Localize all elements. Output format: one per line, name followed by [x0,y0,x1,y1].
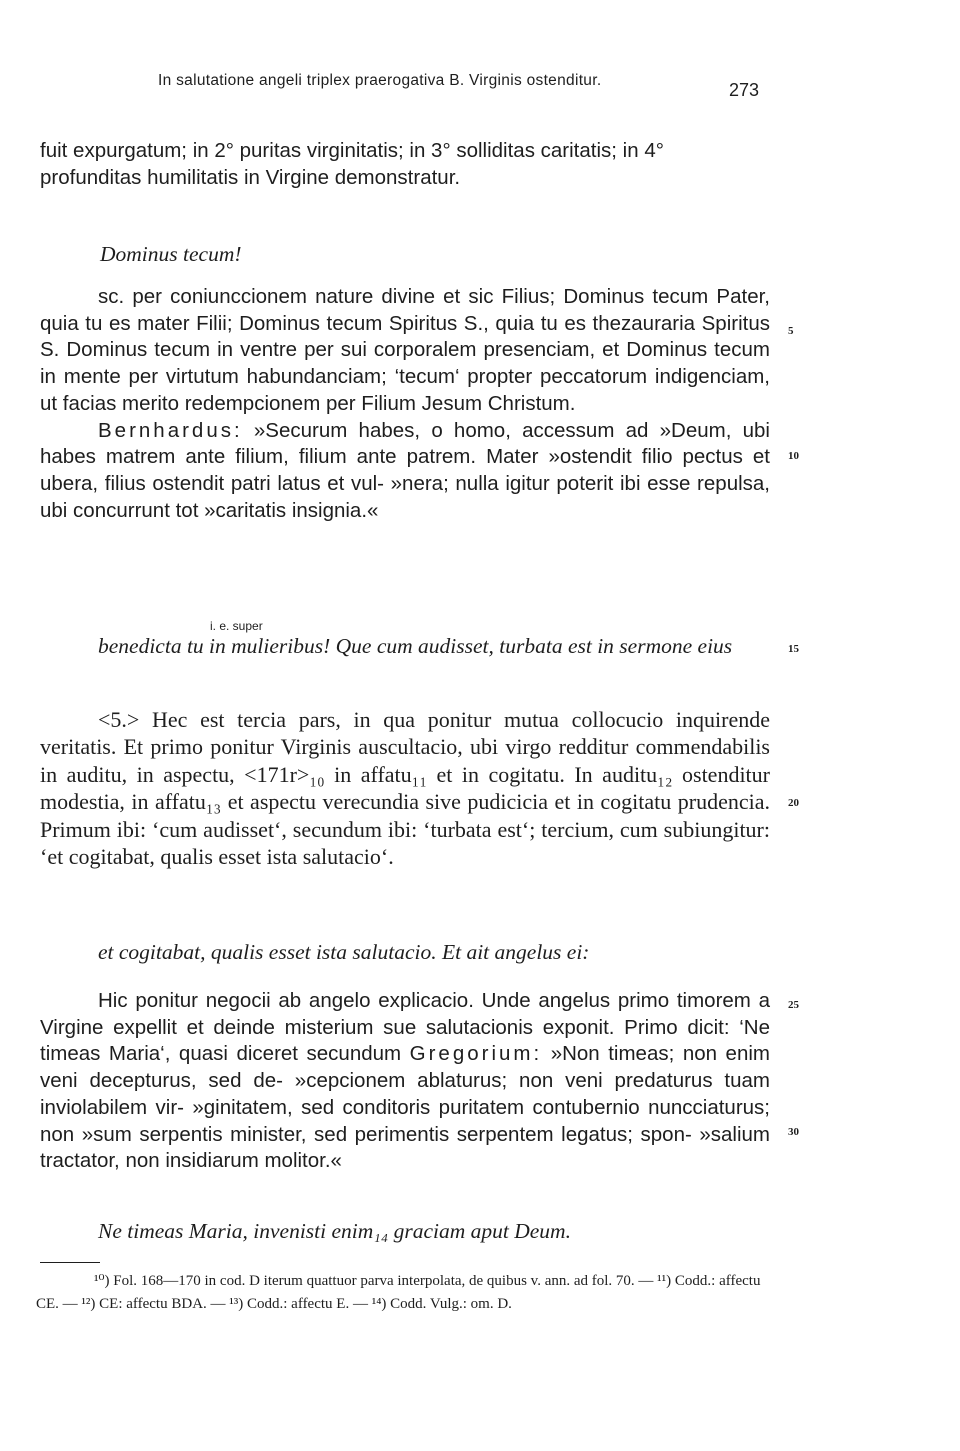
line-number-5: 5 [788,325,794,337]
author-gregorius: Gregorium: [409,1042,543,1066]
footnotes [36,1270,776,1316]
paragraph-3 [40,418,770,525]
line-number-20: 20 [788,797,799,809]
paragraph-1 [40,138,770,191]
interlinear-gloss: i. e. super [210,619,263,633]
line-number-10: 10 [788,450,799,462]
lemma-benedicta [40,632,770,660]
paragraph-2-text: sc. per coniunccionem nature divine et sic Filius; Dominus tecum Pater, quia tu es mater Filii; Dominus tecum Spiritus S., quia tu es thezauraria Spiritus S. Dominus tecum in ventre per sui corporalem presenciam, et Dominus tecum in mente per virtutum habundanciam; ‘tecum‘ propter peccatorum indigenciam, ut facias merito redempcionem per Filium Jesum Christum. [40,285,770,415]
paragraph-5-text [40,988,770,1175]
author-bernhardus: Bernhardus: [98,418,243,442]
paragraph-5 [40,988,770,1175]
paragraph-4 [40,706,770,870]
lemma-4-text: Ne timeas Maria, invenisti enim₁₄ graciam aput Deum. [98,1219,571,1243]
lemma-cogitabat [40,938,770,966]
lemma-dominus-tecum [100,240,700,268]
lemma-1-text: Dominus tecum! [100,242,242,266]
running-title: In salutatione angeli triplex praerogativa B. Virginis ostenditur. [158,72,602,89]
paragraph-2 [40,284,770,524]
bernhardus-quote: »Securum habes, o homo, accessum ad »Deum, ubi habes matrem ante filium, filium ante patrem. Mater »ostendit filio pectus et ubera, filius ostendit patri latus et vul- »nera; nulla igitur poterit ibi esse repulsa, ubi concurrunt tot »caritatis insignia.« [40,418,770,522]
line-number-30: 30 [788,1126,799,1138]
paragraph-5-intro: Hic ponitur negocii ab angelo explicacio. Unde angelus primo timorem a Virgine expellit et deinde misterium sue salutacionis exponit. Primo dicit: ‘Ne timeas Maria‘, quasi diceret secundum [40,989,770,1066]
lemma-2-text: benedicta tu in mulieribus! Que cum audisset, turbata est in sermone eius [98,634,733,658]
line-number-25: 25 [788,999,799,1011]
page-number: 273 [729,80,760,100]
line-number-15: 15 [788,643,799,655]
paragraph-1-text: fuit expurgatum; in 2° puritas virginitatis; in 3° solliditas caritatis; in 4° profunditas humilitatis in Virgine demonstratur. [40,139,664,189]
footnotes-text: ¹⁰) Fol. 168—170 in cod. D iterum quattuor parva interpolata, de quibus v. ann. ad fol. 70. — ¹¹) Codd.: affectu CE. — ¹²) CE: affectu BDA. — ¹³) Codd.: affectu E. — ¹⁴) Codd. Vulg.: om. D. [36,1273,761,1312]
footnote-rule [40,1262,100,1263]
lemma-3-text: et cogitabat, qualis esset ista salutacio. Et ait angelus ei: [98,940,590,964]
lemma-ne-timeas [40,1217,770,1245]
paragraph-4-text: <5.> Hec est tercia pars, in qua ponitur mutua collocucio inquirende veritatis. Et primo ponitur Virginis auscultacio, ubi virgo redditur commendabilis in auditu, in aspectu, <171r>₁₀ in affatu₁₁ et in cogitatu. In auditu₁₂ ostenditur modestia, in affatu₁₃ et aspectu verecundia sive pudicicia et in cogitatu prudencia. Primum ibi: ‘cum audisset‘, secundum ibi: ‘turbata est‘; tercium, cum subiungitur: ‘et cogitabat, qualis esset ista salutacio‘. [40,707,770,870]
gregorius-quote: »Non timeas; non enim veni decepturus, sed de- »cepcionem ablaturus; non veni predaturus tuam inviolabilem vir- »ginitatem, sed conditoris puritatem contubernio nuncciaturus; non »sum serpentis minister, sed perimentis serpentem legatus; spon- »salium tractator, non insidiarum molitor.« [40,1042,770,1173]
